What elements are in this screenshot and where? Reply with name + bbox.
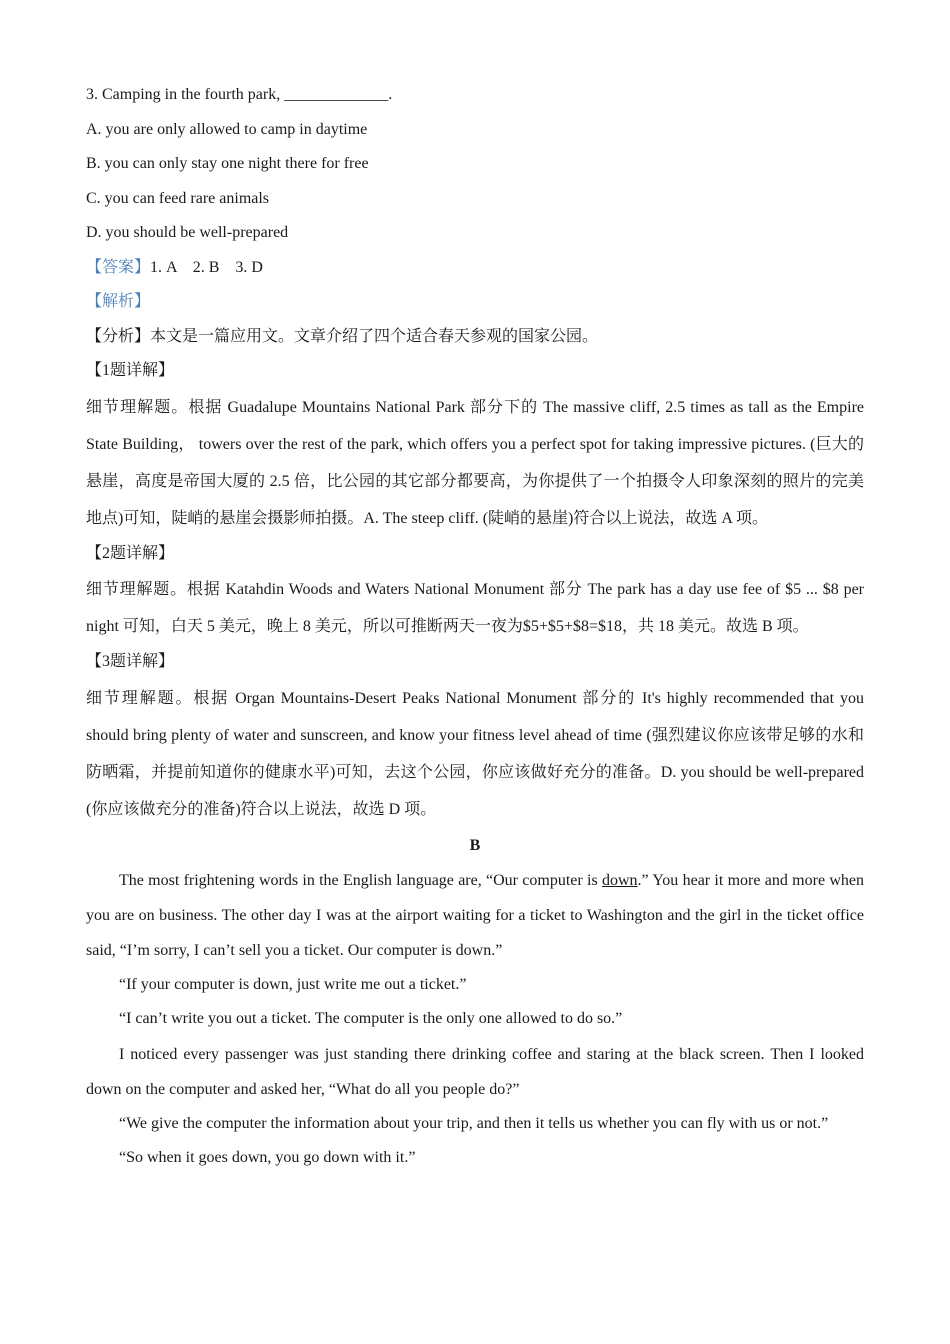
passage-p1-after: .” You hear it more and more when you are on business. The other day I was at the airport waiting for a ticket to Washington and the girl in the ticket office said, “I’m sorry, I can’t sell you a ticket. Our computer is down.” bbox=[86, 871, 865, 959]
question-3-stem: 3. Camping in the fourth park, _____________. bbox=[86, 86, 393, 103]
section-b-heading: B bbox=[469, 836, 481, 854]
question-3-option-d: D. you should be well-prepared bbox=[86, 224, 289, 241]
analysis-summary: 【分析】本文是一篇应用文。文章介绍了四个适合春天参观的国家公园。 bbox=[86, 327, 599, 345]
answer-text: 1. A 2. B 3. D bbox=[150, 258, 263, 276]
q3-detail-text: 细节理解题。根据 Organ Mountains-Desert Peaks National Monument 部分的 It's highly recommended that you should bring plenty of water and sunscreen, and know your fitness level ahead of time (强烈建议你应该带足够的水和防晒霜，并提前知道你的健康水平)可知，去这个公园，你应该做好充分的准备。D. you should be well-prepared (你应该做充分的准备)符合以上说法，故选 D 项。 bbox=[86, 689, 864, 818]
passage-p1-before: The most frightening words in the English language are, “Our computer is bbox=[119, 871, 602, 889]
page-content bbox=[86, 78, 864, 1176]
question-3-option-a: A. you are only allowed to camp in daytime bbox=[86, 120, 368, 138]
answer-line bbox=[86, 251, 864, 286]
q2-detail-text: 细节理解题。根据 Katahdin Woods and Waters National Monument 部分 The park has a day use fee of $5 ... $8 per night 可知，白天 5 美元，晚上 8 美元，所以可推断两天一夜为$5+$5+$8=$18，共 18 美元。故选 B 项。 bbox=[86, 581, 864, 635]
passage-paragraph-2: “If your computer is down, just write me out a ticket.” bbox=[119, 975, 467, 993]
question-3-option-b: B. you can only stay one night there for free bbox=[86, 155, 369, 172]
passage-paragraph-3: “I can’t write you out a ticket. The computer is the only one allowed to do so.” bbox=[119, 1010, 623, 1027]
question-3-option-c: C. you can feed rare animals bbox=[86, 189, 270, 207]
q2-detail-title: 【2题详解】 bbox=[86, 544, 175, 562]
passage-paragraph-5: “We give the computer the information about your trip, and then it tells us whether you can fly with us or not.” bbox=[119, 1114, 829, 1132]
underlined-word: down bbox=[601, 871, 638, 889]
q1-detail-title: 【1题详解】 bbox=[86, 362, 175, 379]
answer-label: 【答案】 bbox=[86, 258, 151, 276]
passage-paragraph-6: “So when it goes down, you go down with it.” bbox=[119, 1149, 416, 1166]
section-b-passage bbox=[86, 863, 864, 1176]
passage-paragraph-4: I noticed every passenger was just standing there drinking coffee and staring at the black screen. Then I looked down on the computer and asked her, “What do all you people do?” bbox=[86, 1045, 864, 1098]
passage-paragraph-1 bbox=[86, 863, 864, 968]
q3-detail-title: 【3题详解】 bbox=[86, 653, 175, 670]
analysis-label: 【解析】 bbox=[86, 293, 151, 310]
q1-detail-text: 细节理解题。根据 Guadalupe Mountains National Park 部分下的 The massive cliff, 2.5 times as tall as the Empire State Building， towers over the rest of the park, which offers you a perfect spot for taking impressive pictures. (巨大的悬崖，高度是帝国大厦的 2.5 倍，比公园的其它部分都要高，为你提供了一个拍摄令人印象深刻的照片的完美地点)可知，陡峭的悬崖会摄影师拍摄。A. The steep cliff. (陡峭的悬崖)符合以上说法，故选 A 项。 bbox=[86, 398, 864, 527]
